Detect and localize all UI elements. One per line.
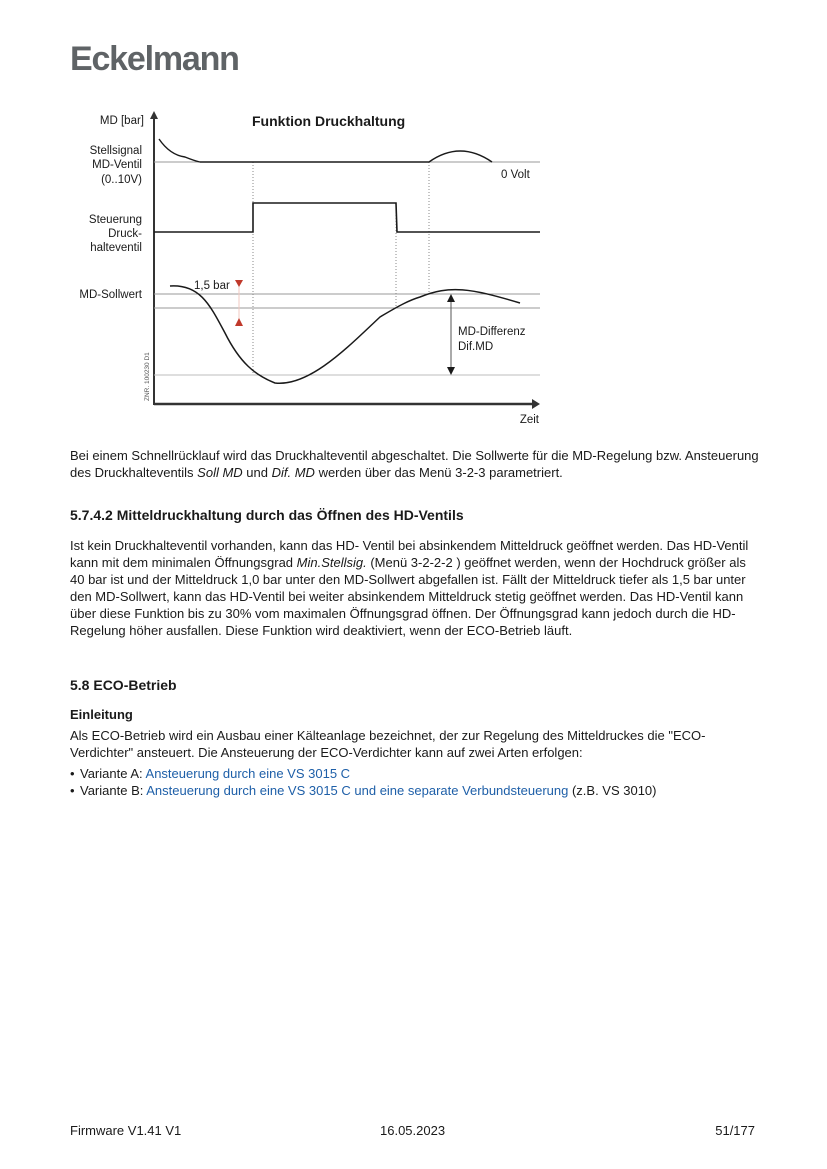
list-item: • Variante B: Ansteuerung durch eine VS 3015 C und eine separate Verbundsteuerung (z.B. VS 3010) bbox=[70, 783, 657, 798]
paragraph-eco-betrieb: Als ECO-Betrieb wird ein Ausbau einer Kälteanlage bezeichnet, der zur Regelung des Mitteldruckes die "ECO-Verdichter" ansteuert. Die Ansteuerung der ECO-Verdichter kann auf zwei Arten erfolgen: bbox=[70, 728, 706, 760]
druckhaltung-diagram bbox=[60, 105, 560, 435]
difference-label-2: Dif.MD bbox=[458, 341, 494, 353]
marker-up-icon bbox=[235, 318, 243, 326]
list-item: • Variante A: Ansteuerung durch eine VS 3015 C bbox=[70, 766, 351, 781]
footer-firmware: Firmware V1.41 V1 bbox=[70, 1123, 182, 1138]
bullet-icon: • bbox=[70, 766, 75, 781]
x-axis-label: Zeit bbox=[519, 414, 539, 426]
difference-arrow-up-icon bbox=[447, 294, 455, 302]
row-label-stellsignal-2: MD-Ventil bbox=[92, 159, 142, 171]
paragraph-schnellruecklauf: Bei einem Schnellrücklauf wird das Druckhalteventil abgeschaltet. Die Sollwerte für die MD-Regelung bzw. Ansteuerung des Druckhalteventils Soll MD und Dif. MD werden über das Menü 3-2-3 parametriert. bbox=[70, 448, 759, 480]
paragraph-hd-ventil: Ist kein Druckhalteventil vorhanden, kann das HD- Ventil bei absinkendem Mitteldruck geöffnet werden. Das HD-Ventil kann mit dem minimalen Öffnungsgrad Min.Stellsig. (Menü 3-2-2-2 ) geöffnet werden, wenn der Hochdruck größer als 40 bar ist und der Mitteldruck 1,0 bar unter den MD-Sollwert abgefallen ist. Fällt der Mitteldruck tiefer als 1,5 bar unter den MD-Sollwert, kann das HD-Ventil bei weiter absinkendem Mitteldruck stetig geöffnet werden. Das HD-Ventil kann über diese Funktion bis zu 30% vom maximalen Öffnungsgrad öffnen. Der Öffnungsgrad kann jedoch durch die HD-Regelung höher ausfallen. Diese Funktion wird deaktiviert, wenn der ECO-Betrieb läuft. bbox=[70, 538, 749, 638]
section-heading-5742: 5.7.4.2 Mitteldruckhaltung durch das Öffnen des HD-Ventils bbox=[70, 507, 464, 523]
row-label-steuerung-1: Steuerung bbox=[88, 214, 142, 226]
subheading-einleitung: Einleitung bbox=[70, 707, 133, 722]
variant-list bbox=[70, 765, 657, 799]
y-axis-arrow-icon bbox=[150, 111, 158, 119]
row-label-steuerung-2: Druck- bbox=[108, 228, 142, 240]
difference-arrow-down-icon bbox=[447, 367, 455, 375]
drawing-id: ZNR. 100230 D1 bbox=[144, 352, 151, 401]
footer-date: 16.05.2023 bbox=[380, 1123, 446, 1138]
marker-down-icon bbox=[235, 280, 243, 287]
y-axis-label: MD [bar] bbox=[99, 115, 144, 127]
footer-page-number: 51/177 bbox=[715, 1123, 755, 1138]
difference-label-1: MD-Differenz bbox=[458, 326, 526, 338]
x-axis-arrow-icon bbox=[532, 399, 540, 409]
steuerung-signal bbox=[154, 203, 540, 232]
stellsignal-curve bbox=[159, 139, 492, 162]
hysteresis-label: 1,5 bar bbox=[194, 280, 230, 292]
zero-volt-label: 0 Volt bbox=[501, 169, 530, 181]
link-variante-a[interactable]: Ansteuerung durch eine VS 3015 C bbox=[145, 766, 351, 781]
row-label-sollwert: MD-Sollwert bbox=[79, 289, 142, 301]
eckelmann-logo: Eckelmann bbox=[70, 40, 239, 78]
diagram-title: Funktion Druckhaltung bbox=[252, 113, 406, 129]
section-heading-58: 5.8 ECO-Betrieb bbox=[70, 677, 177, 693]
row-label-stellsignal-1: Stellsignal bbox=[89, 145, 142, 157]
bullet-icon: • bbox=[70, 783, 75, 798]
row-label-steuerung-3: halteventil bbox=[90, 242, 142, 254]
link-variante-b[interactable]: Ansteuerung durch eine VS 3015 C und eine separate Verbundsteuerung bbox=[146, 783, 569, 798]
row-label-stellsignal-3: (0..10V) bbox=[101, 174, 142, 186]
